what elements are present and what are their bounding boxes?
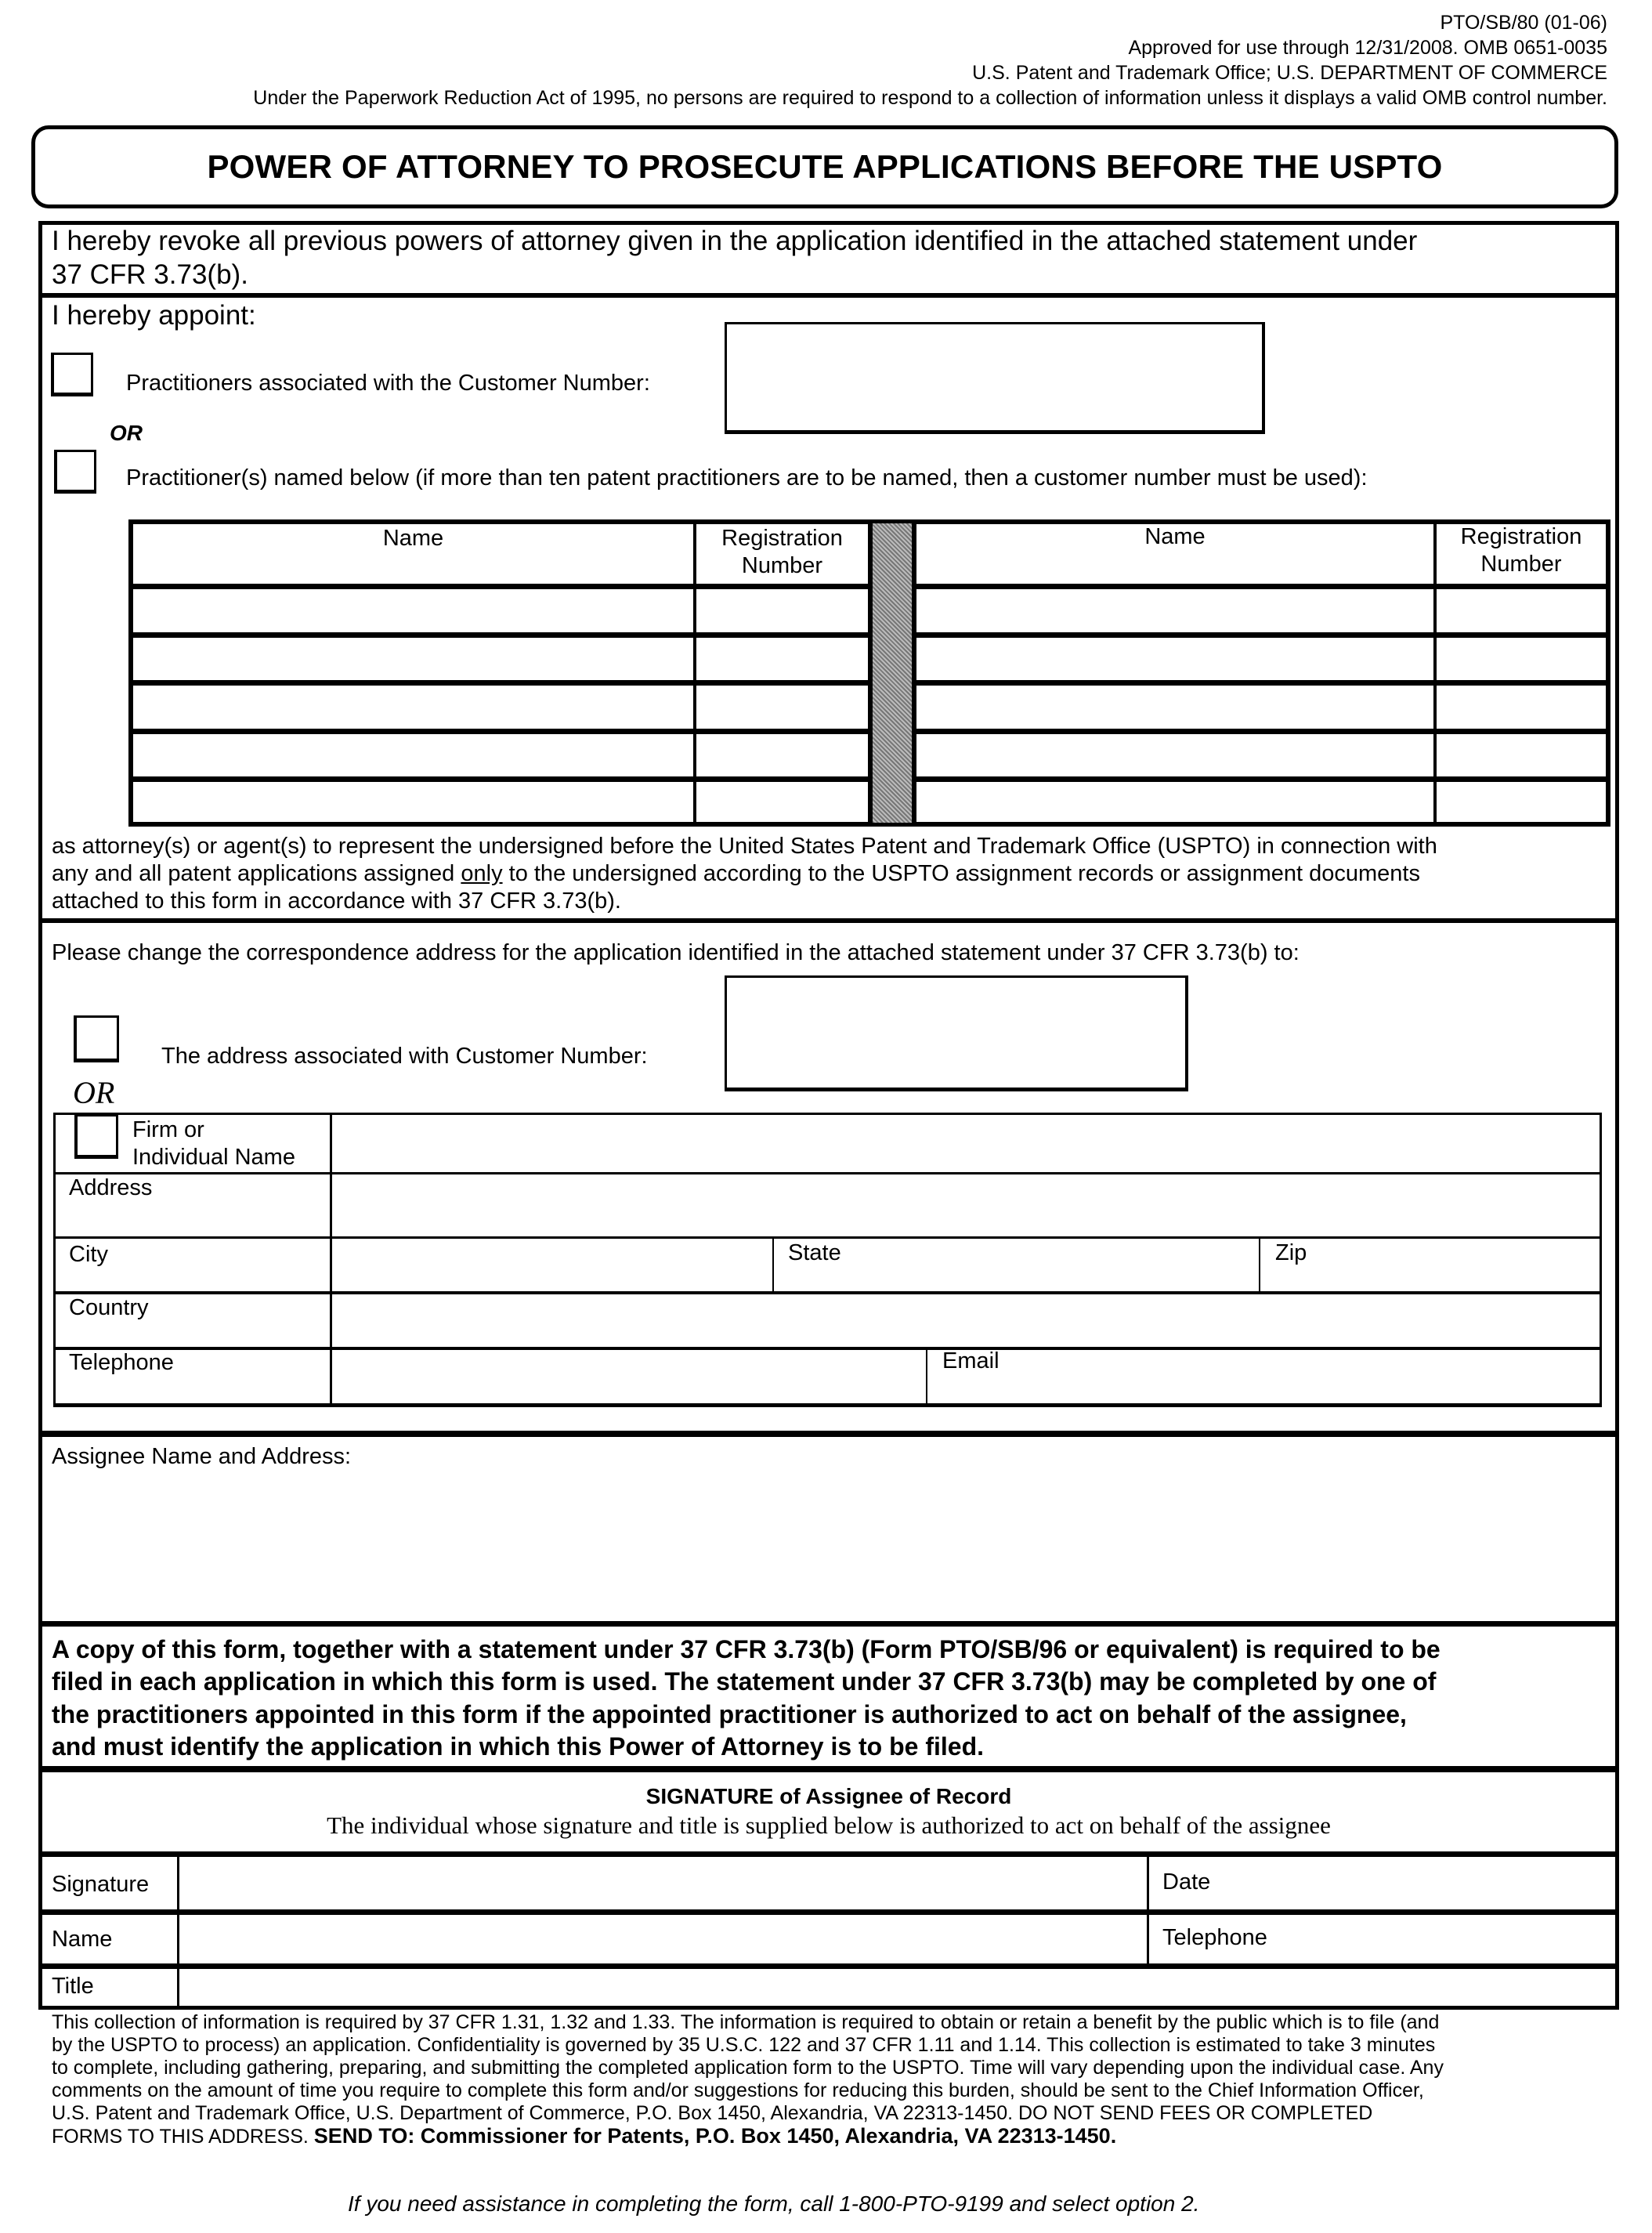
title-label: Title: [52, 1974, 94, 1999]
signee-title-input[interactable]: [179, 1969, 1615, 2007]
divider: [38, 918, 1619, 923]
customer-number-label: Practitioners associated with the Customer Number:: [126, 371, 650, 396]
firm-label-line-1: Firm or: [132, 1117, 204, 1142]
divider: [38, 293, 1619, 298]
named-practitioners-checkbox[interactable]: [54, 450, 96, 494]
divider: [38, 1621, 1619, 1627]
telephone-label: Telephone: [69, 1350, 174, 1375]
footer-line-1: This collection of information is required by 37 CFR 1.31, 1.32 and 1.33. The information is required to obtain or retain a benefit by the public which is to file (and: [52, 2011, 1440, 2033]
address-input[interactable]: [332, 1174, 1600, 1236]
practitioner-name-input[interactable]: [135, 782, 692, 824]
firm-name-input[interactable]: [332, 1113, 1600, 1172]
practitioner-name-input[interactable]: [135, 734, 692, 776]
title-box: [31, 125, 1618, 208]
row-divider: [912, 729, 1609, 734]
name-label: Name: [52, 1927, 113, 1952]
practitioner-name-input[interactable]: [135, 638, 692, 680]
revoke-line-1: I hereby revoke all previous powers of attorney given in the application identified in the attached statement under: [52, 226, 1418, 256]
registration-number-input[interactable]: [697, 589, 867, 632]
city-label: City: [69, 1242, 108, 1267]
row-divider: [128, 584, 868, 589]
signature-input[interactable]: [179, 1857, 1147, 1909]
address-label: Address: [69, 1175, 153, 1200]
notice-line-1: A copy of this form, together with a statement under 37 CFR 3.73(b) (Form PTO/SB/96 or equivalent) is required to be: [52, 1635, 1441, 1663]
or-label: OR: [110, 421, 143, 445]
right-registration-header-line-1: Registration: [1460, 524, 1582, 549]
practitioner-name-input[interactable]: [917, 589, 1433, 632]
date-label: Date: [1162, 1869, 1211, 1895]
closing-text: to the undersigned according to the USPTO assignment records or assignment documents: [502, 861, 1420, 886]
practitioner-name-input[interactable]: [917, 734, 1433, 776]
customer-number-checkbox[interactable]: [51, 353, 93, 396]
right-name-header: Name: [1144, 524, 1206, 549]
country-input[interactable]: [332, 1294, 1600, 1347]
page-title: POWER OF ATTORNEY TO PROSECUTE APPLICATIONS BEFORE THE USPTO: [207, 148, 1443, 185]
paperwork-notice: Under the Paperwork Reduction Act of 1995, no persons are required to respond to a collection of information unless it displays a valid OMB control number.: [253, 87, 1607, 109]
row-divider: [912, 584, 1609, 589]
firm-name-checkbox[interactable]: [74, 1114, 118, 1159]
assignee-label: Assignee Name and Address:: [52, 1444, 352, 1469]
row-divider: [128, 729, 868, 734]
registration-number-input[interactable]: [697, 686, 867, 728]
row-divider: [128, 776, 868, 782]
column-divider: [868, 519, 873, 827]
signature-label: Signature: [52, 1872, 150, 1897]
agency-name: U.S. Patent and Trademark Office; U.S. DEPARTMENT OF COMMERCE: [972, 62, 1607, 84]
footer-line-5: U.S. Patent and Trademark Office, U.S. Department of Commerce, P.O. Box 1450, Alexandria, VA 22313-1450. DO NOT SEND FEES OR COMPLETED: [52, 2102, 1373, 2124]
practitioner-name-input[interactable]: [135, 589, 692, 632]
left-name-header: Name: [382, 526, 444, 551]
closing-text-underlined: only: [461, 861, 503, 886]
table-separator: [873, 523, 912, 823]
revoke-line-2: 37 CFR 3.73(b).: [52, 259, 248, 290]
divider: [38, 1963, 1619, 1969]
practitioner-name-input[interactable]: [917, 638, 1433, 680]
footer-line-6: [52, 2125, 1116, 2148]
correspondence-customer-label: The address associated with Customer Number:: [161, 1044, 648, 1069]
correspondence-customer-checkbox[interactable]: [74, 1015, 119, 1062]
divider: [38, 1909, 1619, 1915]
registration-number-input[interactable]: [697, 734, 867, 776]
divider: [38, 1431, 1619, 1437]
notice-line-2: filed in each application in which this form is used. The statement under 37 CFR 3.73(b) may be completed by one of: [52, 1667, 1437, 1696]
footer-line-3: to complete, including gathering, preparing, and submitting the completed application form to the USPTO. Time will vary depending upon the individual case. Any: [52, 2057, 1444, 2079]
send-to-address: SEND TO: Commissioner for Patents, P.O. Box 1450, Alexandria, VA 22313-1450.: [313, 2124, 1117, 2148]
correspondence-customer-number-input[interactable]: [725, 975, 1188, 1091]
country-label: Country: [69, 1295, 149, 1320]
registration-number-input[interactable]: [1437, 734, 1605, 776]
footer-line-4: comments on the amount of time you require to complete this form and/or suggestions for reducing this burden, should be sent to the Chief Information Officer,: [52, 2079, 1424, 2101]
registration-number-input[interactable]: [1437, 638, 1605, 680]
practitioner-name-input[interactable]: [917, 782, 1433, 824]
footer-line-2: by the USPTO to process) an application. Confidentiality is governed by 35 U.S.C. 122 and 37 CFR 1.11 and 1.14. This collection is estimated to take 3 minutes: [52, 2034, 1436, 2056]
customer-number-input[interactable]: [725, 322, 1265, 434]
registration-number-input[interactable]: [1437, 589, 1605, 632]
registration-number-input[interactable]: [697, 638, 867, 680]
row-divider: [912, 632, 1609, 638]
approval-notice: Approved for use through 12/31/2008. OMB 0651-0035: [1128, 37, 1607, 59]
signature-heading: SIGNATURE of Assignee of Record: [645, 1784, 1012, 1808]
row-divider: [128, 680, 868, 686]
practitioner-name-input[interactable]: [135, 686, 692, 728]
form-number: PTO/SB/80 (01-06): [1440, 12, 1607, 34]
right-registration-header-line-2: Number: [1480, 552, 1562, 577]
correspondence-or-label: OR: [73, 1075, 115, 1110]
appoint-closing-line-3: attached to this form in accordance with 37 CFR 3.73(b).: [52, 888, 621, 914]
signee-name-input[interactable]: [179, 1915, 1147, 1963]
row-divider: [128, 632, 868, 638]
zip-label: Zip: [1275, 1240, 1307, 1265]
registration-number-input[interactable]: [1437, 782, 1605, 824]
registration-number-input[interactable]: [1437, 686, 1605, 728]
notice-line-3: the practitioners appointed in this form if the appointed practitioner is authorized to act on behalf of the assignee,: [52, 1700, 1407, 1728]
firm-label-line-2: Individual Name: [132, 1145, 295, 1170]
left-registration-header-line-2: Number: [741, 553, 823, 578]
appoint-heading: I hereby appoint:: [52, 300, 256, 331]
row-divider: [912, 776, 1609, 782]
left-registration-header-line-1: Registration: [721, 526, 843, 551]
notice-line-4: and must identify the application in which this Power of Attorney is to be filed.: [52, 1732, 985, 1761]
city-input[interactable]: [332, 1239, 772, 1291]
practitioner-name-input[interactable]: [917, 686, 1433, 728]
assistance-line: If you need assistance in completing the form, call 1-800-PTO-9199 and select option 2.: [348, 2191, 1200, 2216]
appoint-closing-line-2: [52, 860, 1420, 887]
signature-subheading: The individual whose signature and title is supplied below is authorized to act on behalf of the assignee: [327, 1811, 1331, 1839]
signee-telephone-input[interactable]: [1149, 1915, 1615, 1963]
footer-text: FORMS TO THIS ADDRESS.: [52, 2126, 314, 2148]
date-input[interactable]: [1149, 1857, 1615, 1909]
email-label: Email: [942, 1348, 1000, 1373]
zip-input[interactable]: [1260, 1239, 1600, 1291]
signee-telephone-label: Telephone: [1162, 1925, 1267, 1950]
closing-text: any and all patent applications assigned: [52, 861, 461, 886]
telephone-input[interactable]: [332, 1350, 926, 1406]
divider: [38, 1766, 1619, 1772]
registration-number-input[interactable]: [697, 782, 867, 824]
divider: [38, 1851, 1619, 1857]
correspondence-intro: Please change the correspondence address for the application identified in the attached statement under 37 CFR 3.73(b) to:: [52, 940, 1300, 965]
email-input[interactable]: [927, 1350, 1600, 1406]
assignee-input[interactable]: [52, 1473, 1610, 1618]
row-divider: [912, 680, 1609, 686]
state-label: State: [788, 1240, 841, 1265]
appoint-closing-line-1: as attorney(s) or agent(s) to represent the undersigned before the United States Patent and Trademark Office (USPTO) in connection with: [52, 834, 1437, 859]
state-input[interactable]: [774, 1239, 1259, 1291]
named-practitioners-label: Practitioner(s) named below (if more than ten patent practitioners are to be named, then a customer number must be used):: [126, 465, 1368, 490]
